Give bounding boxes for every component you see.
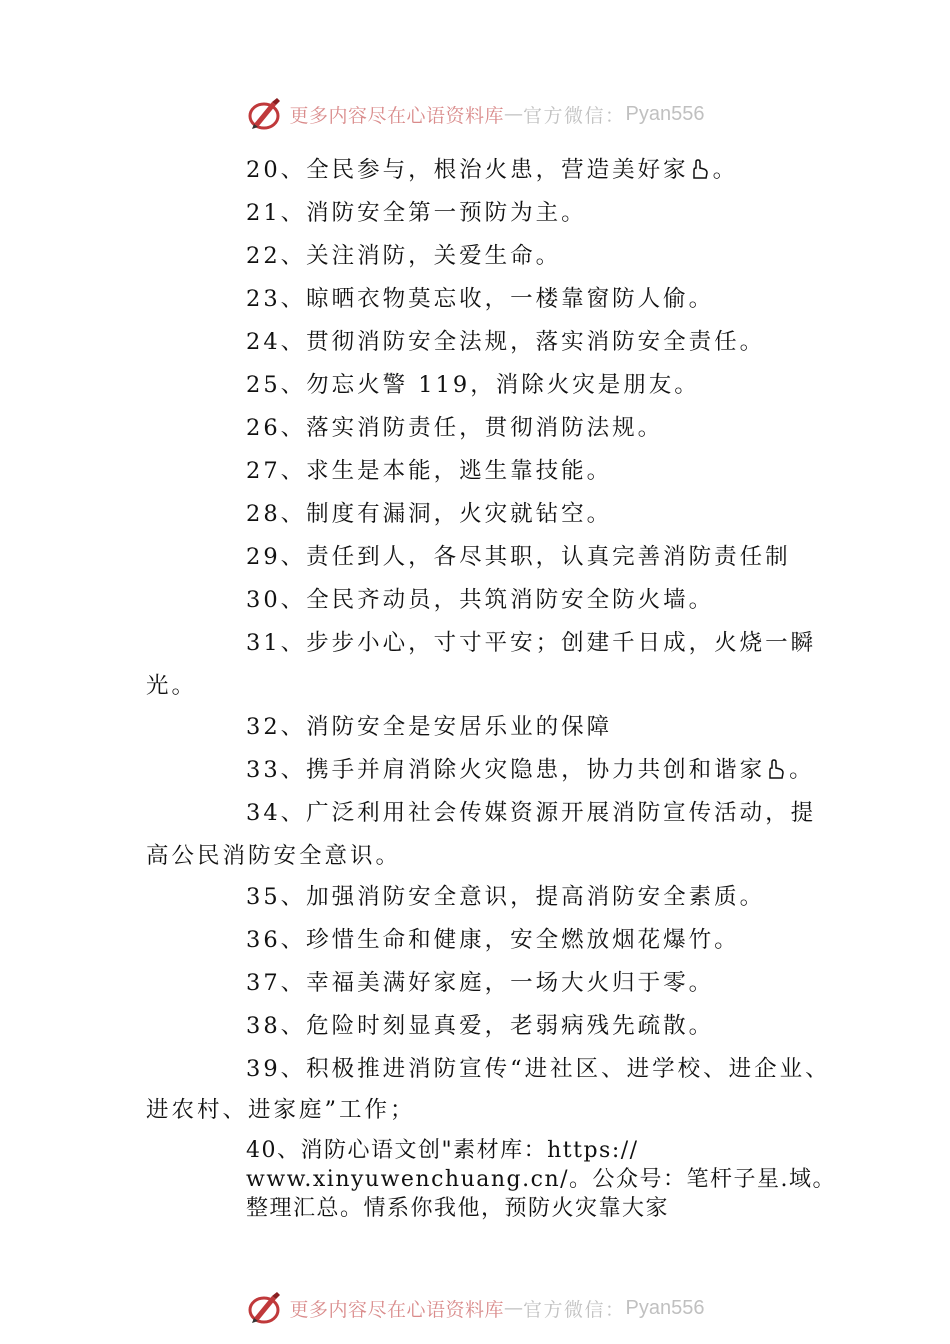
header-main-text: 更多内容尽在心语资料库 [289,104,505,127]
slogan-36: 36、珍惜生命和健康，安全燃放烟花爆竹。 [246,927,740,953]
slogan-28: 28、制度有漏洞，火灾就钻空。 [246,501,613,527]
hand-symbol-icon [767,758,787,780]
slogan-31-line-1: 31、步步小心，寸寸平安；创建千日成，火烧一瞬 [246,630,817,656]
footer-banner [0,1288,950,1328]
pen-circle-logo-icon [246,1290,286,1326]
slogan-31-line-2: 光。 [146,673,198,699]
slogan-39-line-1: 39、积极推进消防宣传“进社区、进学校、进企业、 [246,1056,831,1082]
slogan-22: 22、关注消防，关爱生命。 [246,243,562,269]
footer-main-text: 更多内容尽在心语资料库 [289,1298,505,1321]
slogan-39-line-2: 进农村、进家庭”工作； [146,1097,416,1123]
slogan-29: 29、责任到人，各尽其职，认真完善消防责任制 [246,544,791,570]
slogan-20-end: 。 [712,157,739,183]
footer-wechat-label: 官方微信： [523,1298,626,1321]
slogan-33 [246,755,815,785]
slogan-21: 21、消防安全第一预防为主。 [246,200,587,226]
slogan-38: 38、危险时刻显真爱，老弱病残先疏散。 [246,1013,715,1039]
slogan-26: 26、落实消防责任，贯彻消防法规。 [246,415,664,441]
slogan-20-text: 20、全民参与，根治火患，营造美好家 [246,157,689,183]
slogan-20 [246,155,738,185]
header-separator: — [504,103,524,125]
slogan-40-line-1: 40、消防心语文创"素材库：https:// [246,1138,639,1163]
slogan-34-line-2: 高公民消防安全意识。 [146,843,402,869]
slogan-27: 27、求生是本能，逃生靠技能。 [246,458,613,484]
header-wechat-label: 官方微信： [523,104,626,127]
slogan-23: 23、晾晒衣物莫忘收，一楼靠窗防人偷。 [246,286,715,312]
slogan-35: 35、加强消防安全意识，提高消防安全素质。 [246,884,766,910]
header-wechat-account: Pyan556 [625,102,705,125]
slogan-32: 32、消防安全是安居乐业的保障 [246,714,613,740]
slogan-34-line-1: 34、广泛利用社会传媒资源开展消防宣传活动，提 [246,800,817,826]
slogan-24: 24、贯彻消防安全法规，落实消防安全责任。 [246,329,766,355]
footer-wechat-account: Pyan556 [625,1296,705,1319]
slogan-25: 25、勿忘火警 119，消除火灾是朋友。 [246,372,700,398]
slogan-40-line-3: 整理汇总。情系你我他，预防火灾靠大家 [246,1196,670,1221]
footer-separator: — [504,1297,524,1319]
slogan-33-text: 33、携手并肩消除火灾隐患，协力共创和谐家 [246,757,766,783]
slogan-30: 30、全民齐动员，共筑消防安全防火墙。 [246,587,715,613]
slogan-33-end: 。 [789,757,815,783]
hand-symbol-icon [691,158,711,180]
slogan-40-line-2: www.xinyuwenchuang.cn/。公众号：笔杆子星.域。 [246,1167,837,1192]
slogan-37: 37、幸福美满好家庭，一场大火归于零。 [246,970,715,996]
